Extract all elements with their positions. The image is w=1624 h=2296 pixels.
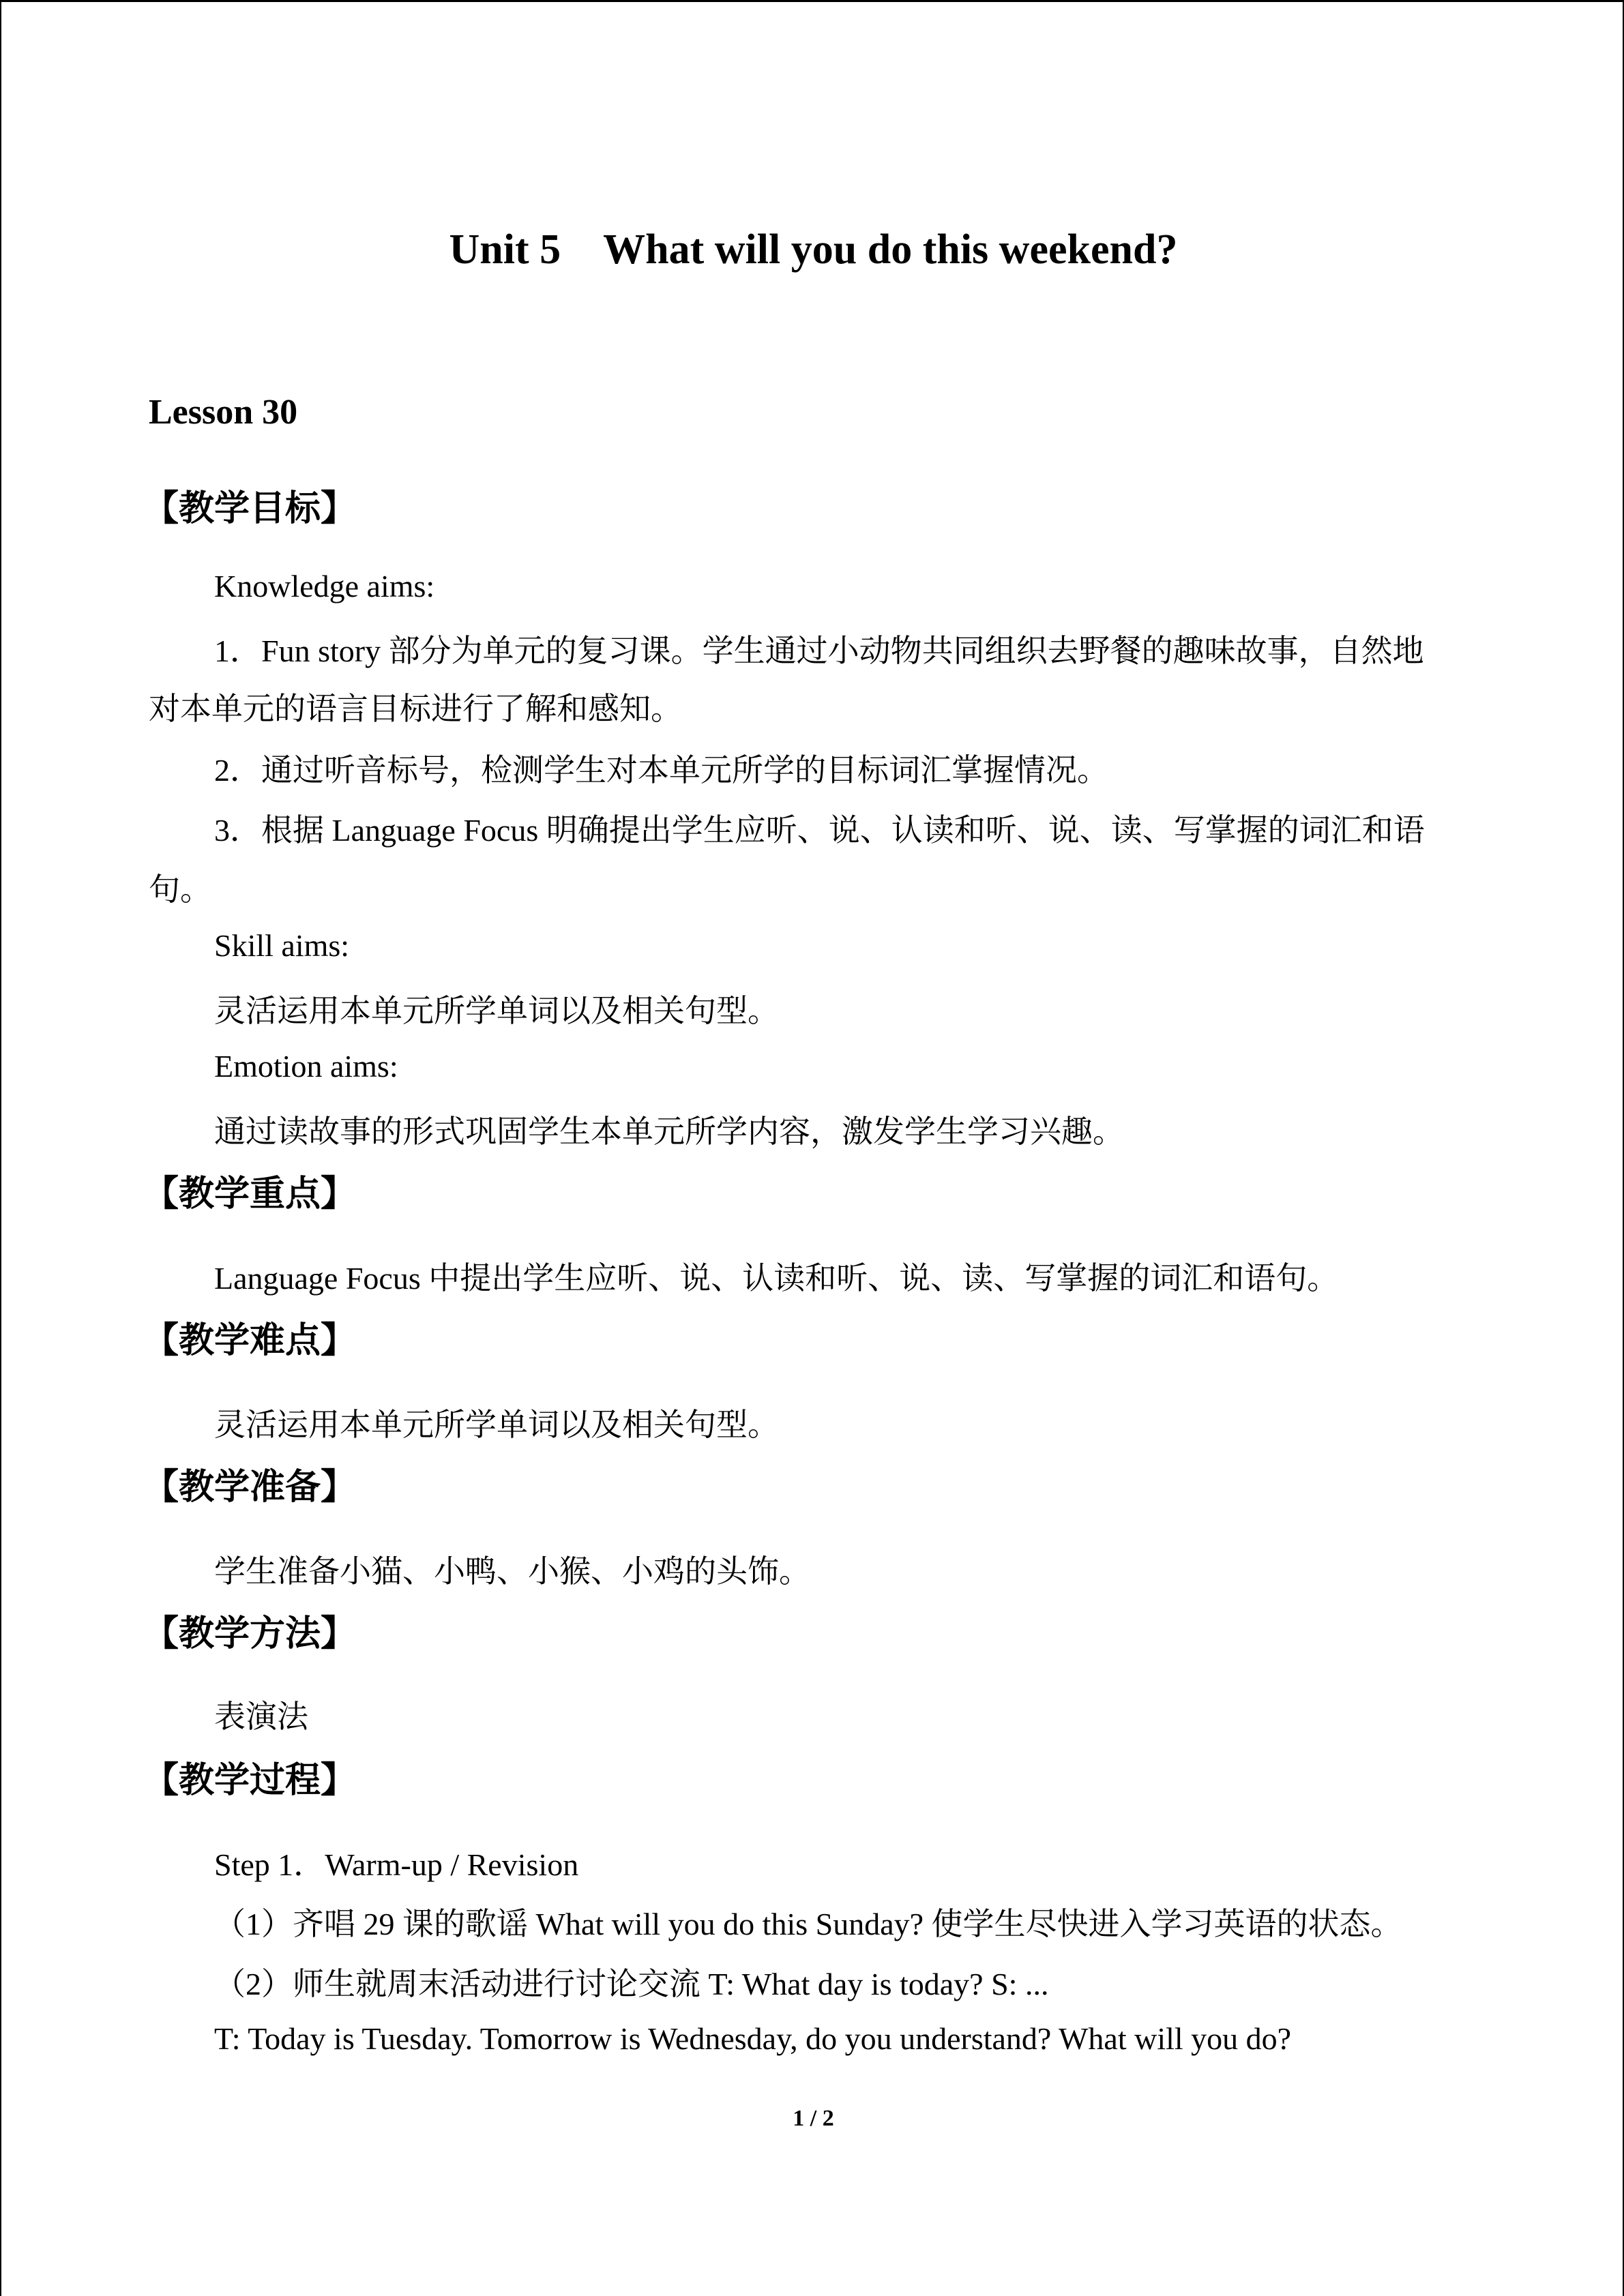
step-1-dialogue: T: Today is Tuesday. Tomorrow is Wednesday, do you understand? What will you do? [214, 2021, 1292, 2056]
process-heading: 【教学过程】 [143, 1760, 357, 1801]
difficult-points-heading: 【教学难点】 [143, 1320, 357, 1361]
skill-aims-label: Skill aims: [214, 928, 350, 963]
aim-2: 2．通过听音标号，检测学生对本单元所学的目标词汇掌握情况。 [214, 753, 1108, 788]
step-1-item-1: （1）齐唱 29 课的歌谣 What will you do this Sunday? 使学生尽快进入学习英语的状态。 [214, 1907, 1402, 1941]
difficult-points-text: 灵活运用本单元所学单词以及相关句型。 [214, 1407, 779, 1442]
preparation-text: 学生准备小猫、小鸭、小猴、小鸡的头饰。 [214, 1554, 810, 1589]
step-1-title: Step 1．Warm-up / Revision [214, 1847, 579, 1882]
preparation-heading: 【教学准备】 [143, 1467, 357, 1508]
method-heading: 【教学方法】 [143, 1613, 357, 1654]
page-number: 1 / 2 [793, 2106, 834, 2131]
aim-3-line-2: 句。 [149, 872, 211, 907]
key-points-text: Language Focus 中提出学生应听、说、认读和听、说、读、写掌握的词汇和语句。 [214, 1261, 1339, 1296]
knowledge-aims-label: Knowledge aims: [214, 569, 435, 603]
aims-heading: 【教学目标】 [143, 488, 357, 529]
emotion-aims-text: 通过读故事的形式巩固学生本单元所学内容，激发学生学习兴趣。 [214, 1114, 1124, 1149]
method-text: 表演法 [214, 1699, 308, 1734]
aim-1-line-2: 对本单元的语言目标进行了解和感知。 [149, 691, 682, 726]
aim-3-line-1: 3．根据 Language Focus 明确提出学生应听、说、认读和听、说、读、写掌握的词汇和语 [214, 813, 1425, 848]
skill-aims-text: 灵活运用本单元所学单词以及相关句型。 [214, 994, 779, 1028]
emotion-aims-label: Emotion aims: [214, 1049, 398, 1084]
step-1-item-2: （2）师生就周末活动进行讨论交流 T: What day is today? S: ... [214, 1967, 1049, 2001]
aim-1-line-1: 1．Fun story 部分为单元的复习课。学生通过小动物共同组织去野餐的趣味故事，自然地 [214, 633, 1424, 668]
lesson-label: Lesson 30 [149, 393, 298, 432]
key-points-heading: 【教学重点】 [143, 1174, 357, 1214]
page-title: Unit 5 What will you do this weekend? [449, 226, 1178, 273]
